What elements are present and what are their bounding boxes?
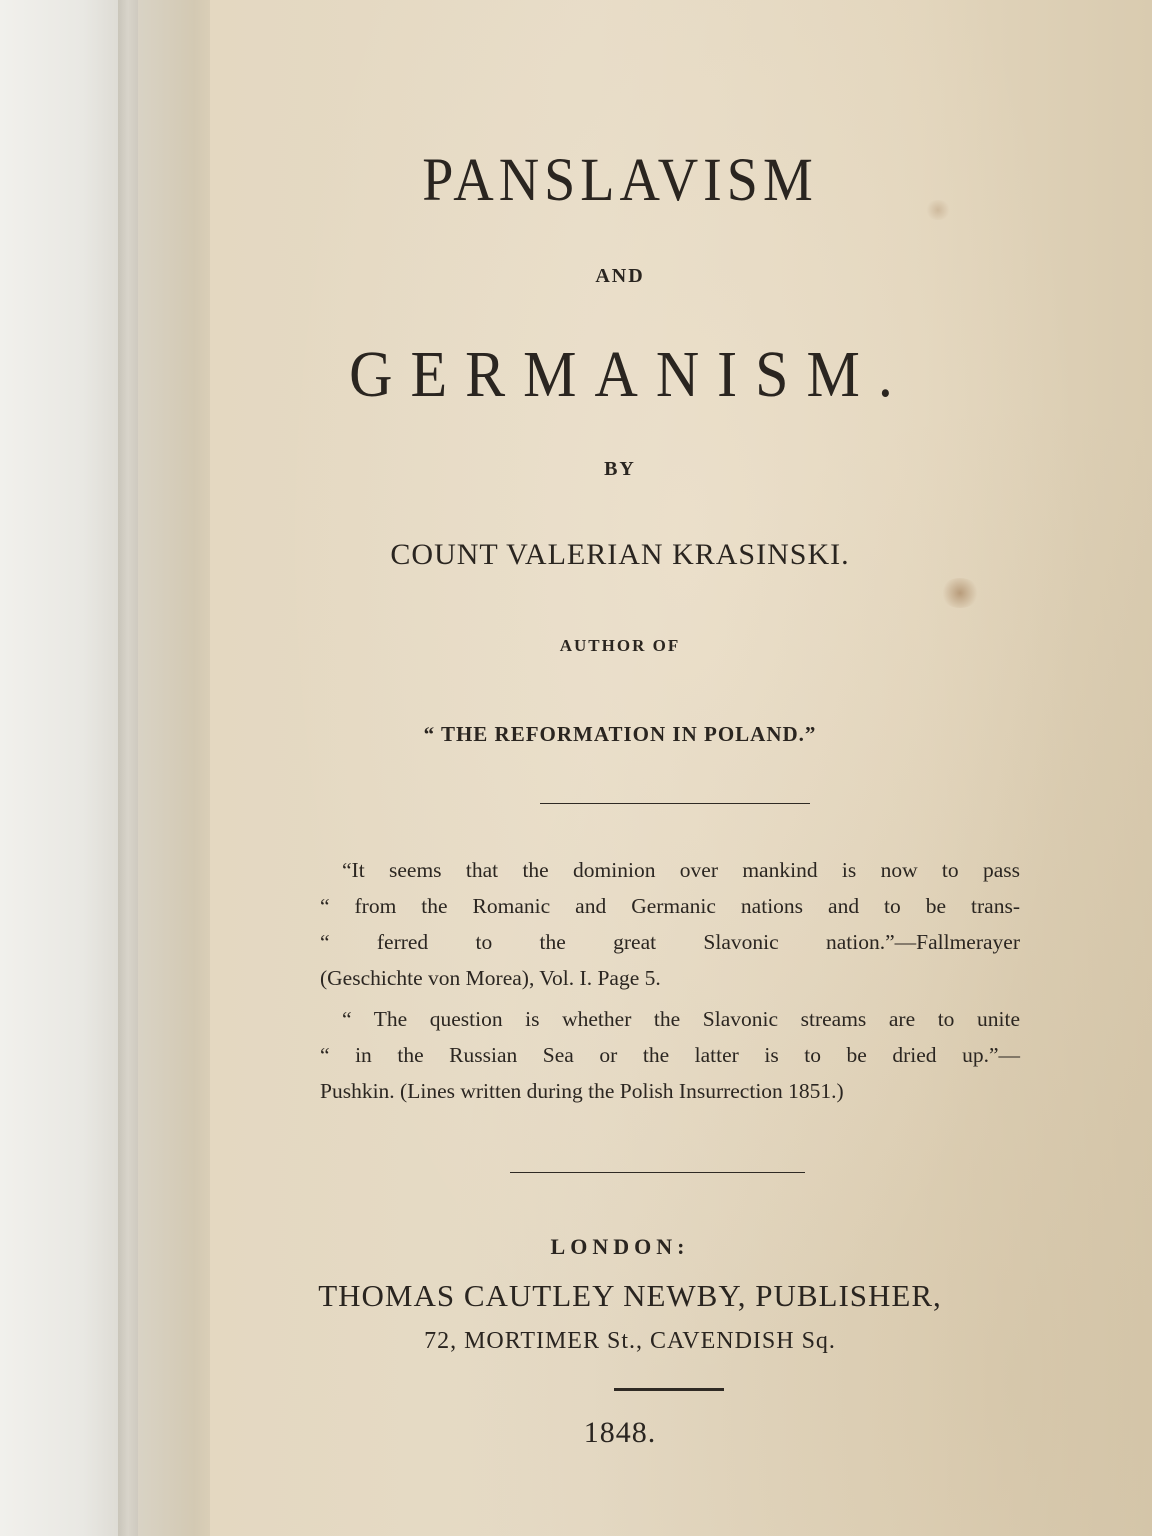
divider-rule bbox=[540, 803, 810, 804]
imprint-publisher: THOMAS CAUTLEY NEWBY, PUBLISHER, bbox=[318, 1278, 942, 1313]
imprint-city: LONDON: bbox=[550, 1234, 690, 1259]
epigraph-line: “ in the Russian Sea or the latter is to be dried up.”— bbox=[320, 1043, 1020, 1067]
epigraph-line: “ from the Romanic and Germanic nations and to be trans- bbox=[320, 894, 1020, 918]
imprint-year: 1848. bbox=[583, 1416, 657, 1449]
divider-rule bbox=[510, 1172, 805, 1173]
foxing-stain bbox=[925, 200, 951, 220]
epigraph-line: “It seems that the dominion over mankind is now to pass bbox=[342, 858, 1020, 882]
page-edge bbox=[118, 0, 138, 1536]
title-conjunction: AND bbox=[595, 265, 645, 287]
previous-work-title: “ THE REFORMATION IN POLAND.” bbox=[423, 722, 817, 746]
epigraph-line: “ The question is whether the Slavonic streams are to unite bbox=[342, 1007, 1020, 1031]
author-of-label: AUTHOR OF bbox=[559, 636, 681, 655]
foxing-stain bbox=[940, 578, 980, 608]
facing-blank-page bbox=[0, 0, 118, 1536]
author-name: COUNT VALERIAN KRASINSKI. bbox=[390, 538, 850, 571]
imprint-address: 72, MORTIMER St., CAVENDISH Sq. bbox=[424, 1328, 836, 1354]
epigraph-pushkin bbox=[320, 1001, 1020, 1109]
book-subtitle: GERMANISM. bbox=[349, 337, 911, 411]
title-page bbox=[210, 0, 1152, 1536]
book-title: PANSLAVISM bbox=[422, 145, 818, 215]
epigraph-fallmerayer bbox=[320, 852, 1020, 996]
divider-rule bbox=[614, 1388, 724, 1391]
epigraph-line: Pushkin. (Lines written during the Polish Insurrection 1851.) bbox=[320, 1079, 844, 1103]
title-page-text bbox=[210, 0, 1152, 1536]
by-label: BY bbox=[604, 458, 636, 480]
epigraph-line: (Geschichte von Morea), Vol. I. Page 5. bbox=[320, 966, 661, 990]
book-gutter bbox=[138, 0, 218, 1536]
epigraph-line: “ ferred to the great Slavonic nation.”—Fallmerayer bbox=[320, 930, 1020, 954]
